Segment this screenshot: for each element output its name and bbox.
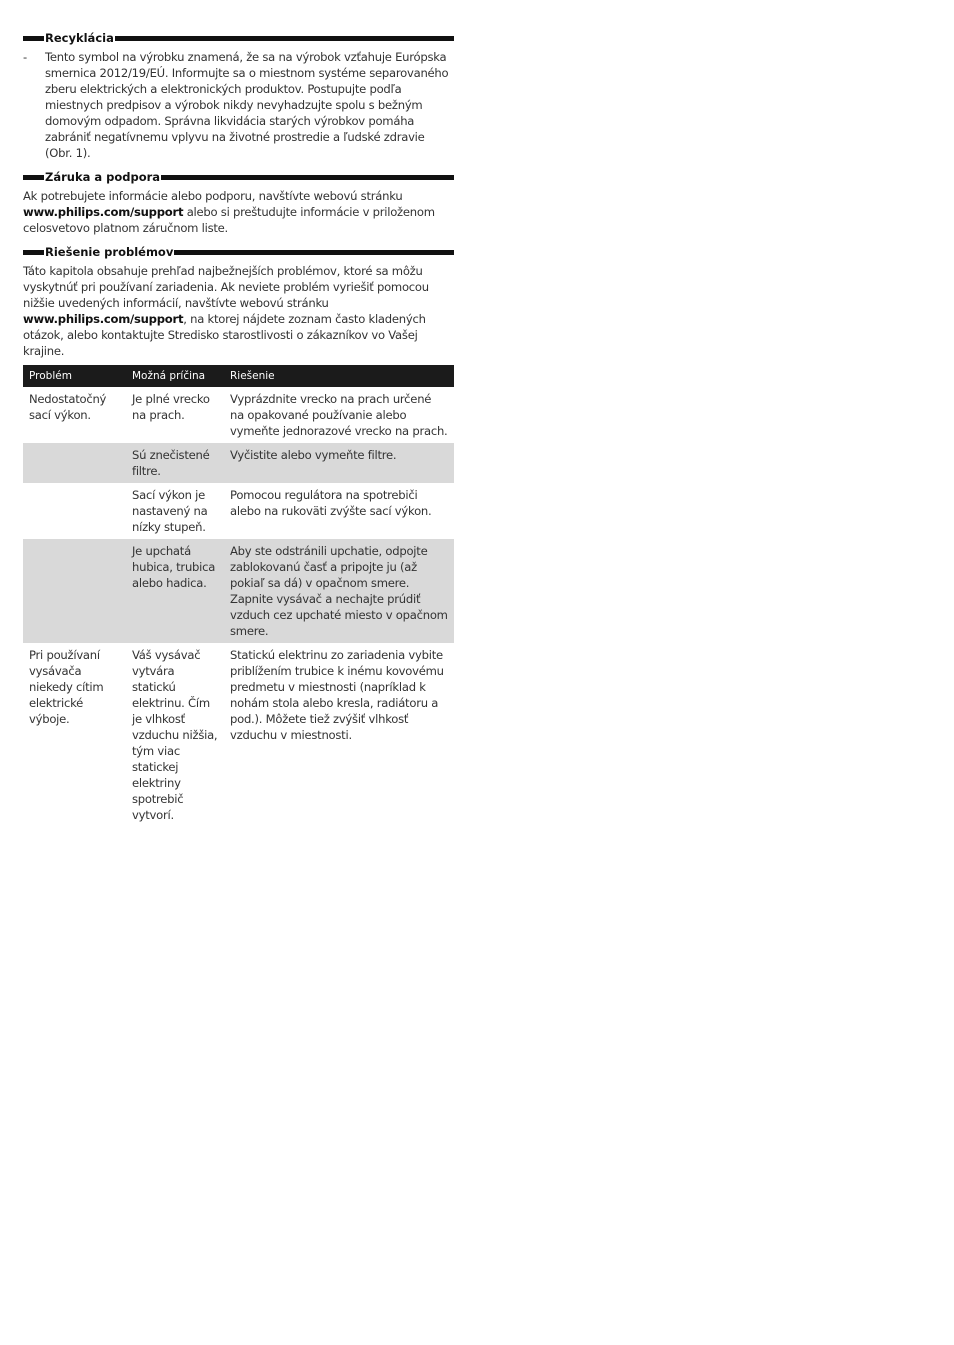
table-header-row [23,365,454,387]
recycling-title: Recyklácia [45,31,114,45]
cell-cause: Sací výkon je nastavený na nízky stupeň. [132,488,208,534]
support-link[interactable]: www.philips.com/support [23,312,184,326]
troubleshooting-title: Riešenie problémov [45,245,174,259]
header-solution: Riešenie [224,365,454,387]
warranty-text-after: alebo si preštudujte informácie v priloženom celosvetovo platnom záručnom liste. [23,205,435,235]
heading-rule [115,36,454,41]
recycling-heading [23,30,454,46]
cell-problem: Pri používaní vysávača niekedy cítim elektrické výboje. [29,648,104,726]
support-link[interactable]: www.philips.com/support [23,205,184,219]
cell-solution: Statickú elektrinu zo zariadenia vybite priblížením trubice k inému kovovému predmetu v miestnosti (napríklad k nohám stola alebo kresla, radiátoru a pod.). Môžete tiež zvýšiť vlhkosť vzduchu v miestnosti. [230,648,444,742]
cell-solution: Vyčistite alebo vymeňte filtre. [224,443,454,483]
heading-rule [161,175,454,180]
cell-problem [23,443,126,483]
header-cause: Možná príčina [126,365,224,387]
table-row [23,539,454,643]
troubleshooting-heading [23,244,454,260]
table-row [23,643,454,827]
troubleshooting-table [23,365,454,827]
troubleshooting-text-before: Táto kapitola obsahuje prehľad najbežnejších problémov, ktoré sa môžu vyskytnúť pri používaní zariadenia. Ak neviete problém vyriešiť pomocou nižšie uvedených informácií, navštívte webovú stránku [23,264,429,310]
header-problem: Problém [23,365,126,387]
heading-bar [23,250,44,255]
recycling-bullet [23,49,454,161]
cell-cause: Je plné vrecko na prach. [132,392,210,422]
warranty-text [23,188,454,236]
table-row [23,387,454,443]
cell-problem [23,539,126,643]
heading-bar [23,36,44,41]
cell-cause: Je upchatá hubica, trubica alebo hadica. [126,539,224,643]
warranty-heading [23,169,454,185]
cell-cause: Váš vysávač vytvára statickú elektrinu. Čím je vlhkosť vzduchu nižšia, tým viac statickej elektriny spotrebič vytvorí. [132,648,218,822]
cell-solution: Aby ste odstránili upchatie, odpojte zablokovanú časť a pripojte ju (až pokiaľ sa dá) v opačnom smere. Zapnite vysávač a nechajte prúdiť vzduch cez upchaté miesto v opačnom smere. [224,539,454,643]
cell-problem [23,483,126,539]
table-row [23,483,454,539]
cell-solution: Pomocou regulátora na spotrebiči alebo na rukoväti zvýšte sací výkon. [230,488,432,518]
bullet-dash: - [23,50,27,64]
recycling-text: Tento symbol na výrobku znamená, že sa na výrobok vzťahuje Európska smernica 2012/19/EÚ. Informujte sa o miestnom systéme separovaného zberu elektrických a elektronických produktov. Postupujte podľa miestnych predpisov a výrobok nikdy nevyhadzujte spolu s bežným domovým odpadom. Správna likvidácia starých výrobkov pomáha zabrániť negatívnemu vplyvu na životné prostredie a ľudské zdravie (Obr. 1). [45,50,449,160]
troubleshooting-text-after: , na ktorej nájdete zoznam často kladených otázok, alebo kontaktujte Stredisko starostlivosti o zákazníkov vo Vašej krajine. [23,312,426,358]
warranty-title: Záruka a podpora [45,170,161,184]
cell-cause: Sú znečistené filtre. [126,443,224,483]
heading-bar [23,175,44,180]
cell-problem: Nedostatočný sací výkon. [29,392,107,422]
table-row [23,443,454,483]
manual-page [23,30,454,827]
heading-rule [174,250,454,255]
troubleshooting-text [23,263,454,359]
warranty-text-before: Ak potrebujete informácie alebo podporu, navštívte webovú stránku [23,189,403,203]
cell-solution: Vyprázdnite vrecko na prach určené na opakované používanie alebo vymeňte jednorazové vrecko na prach. [230,392,448,438]
